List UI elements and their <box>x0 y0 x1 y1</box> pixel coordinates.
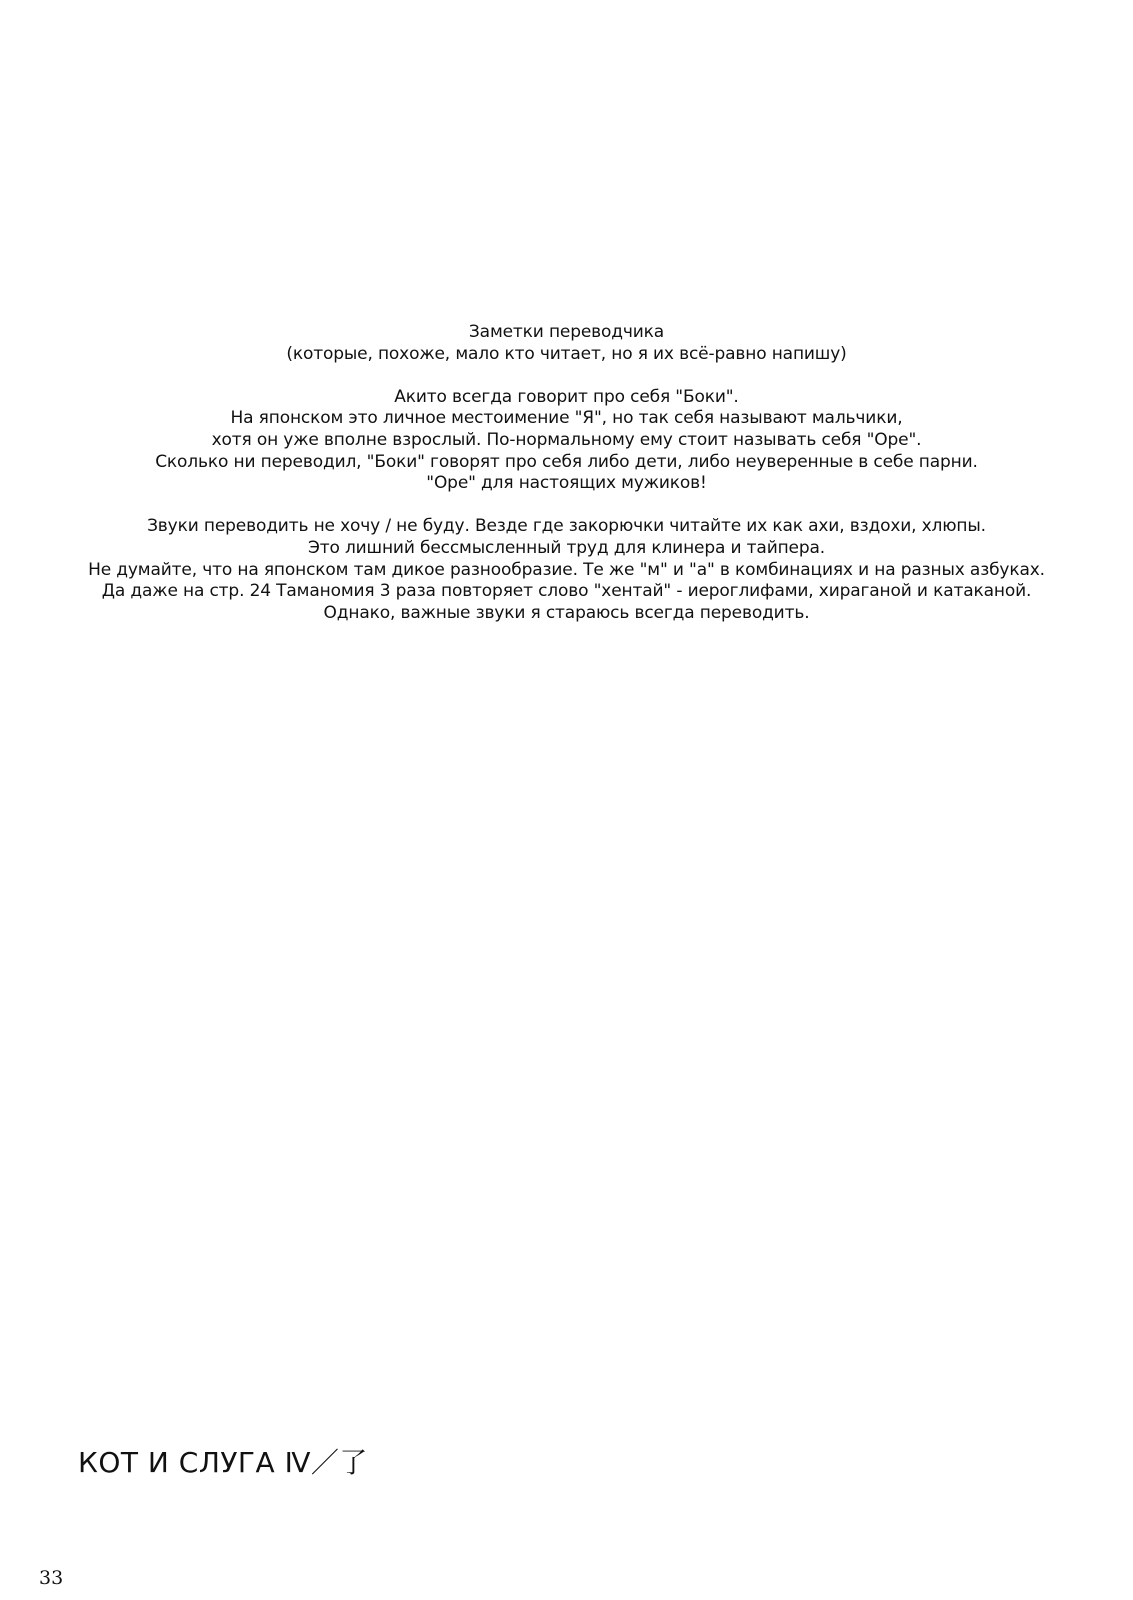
paragraph2-line: Это лишний бессмысленный труд для клинера и тайпера. <box>307 537 826 558</box>
paragraph2-line: Не думайте, что на японском там дикое разнообразие. Те же "м" и "а" в комбинациях и на разных азбуках. <box>88 559 1045 580</box>
paragraph1-line: "Оре" для настоящих мужиков! <box>426 473 707 494</box>
paragraph-gap <box>40 365 1093 387</box>
paragraph1-line: Сколько ни переводил, "Боки" говорят про себя либо дети, либо неуверенные в себе парни. <box>155 451 978 472</box>
paragraph-gap <box>40 495 1093 517</box>
paragraph2-line: Звуки переводить не хочу / не буду. Везде где закорючки читайте их как ахи, вздохи, хлюпы. <box>147 516 986 537</box>
paragraph1-line: хотя он уже вполне взрослый. По-нормальному ему стоит называть себя "Оре". <box>211 429 922 450</box>
page-number: 33 <box>39 1567 64 1589</box>
chapter-end-title: КОТ И СЛУГА Ⅳ／了 <box>78 1446 368 1479</box>
notes-subheading: (которые, похоже, мало кто читает, но я их всё-равно напишу) <box>286 343 847 364</box>
translator-notes <box>40 322 1093 624</box>
paragraph2-line: Да даже на стр. 24 Таманомия 3 раза повторяет слово "хентай" - иероглифами, хираганой и катаканой. <box>101 581 1032 602</box>
paragraph1-line: Акито всегда говорит про себя "Боки". <box>394 386 739 407</box>
paragraph1-line: На японском это личное местоимение "Я", но так себя называют мальчики, <box>230 408 903 429</box>
paragraph2-line: Однако, важные звуки я стараюсь всегда переводить. <box>323 602 810 623</box>
notes-heading: Заметки переводчика <box>468 322 665 342</box>
